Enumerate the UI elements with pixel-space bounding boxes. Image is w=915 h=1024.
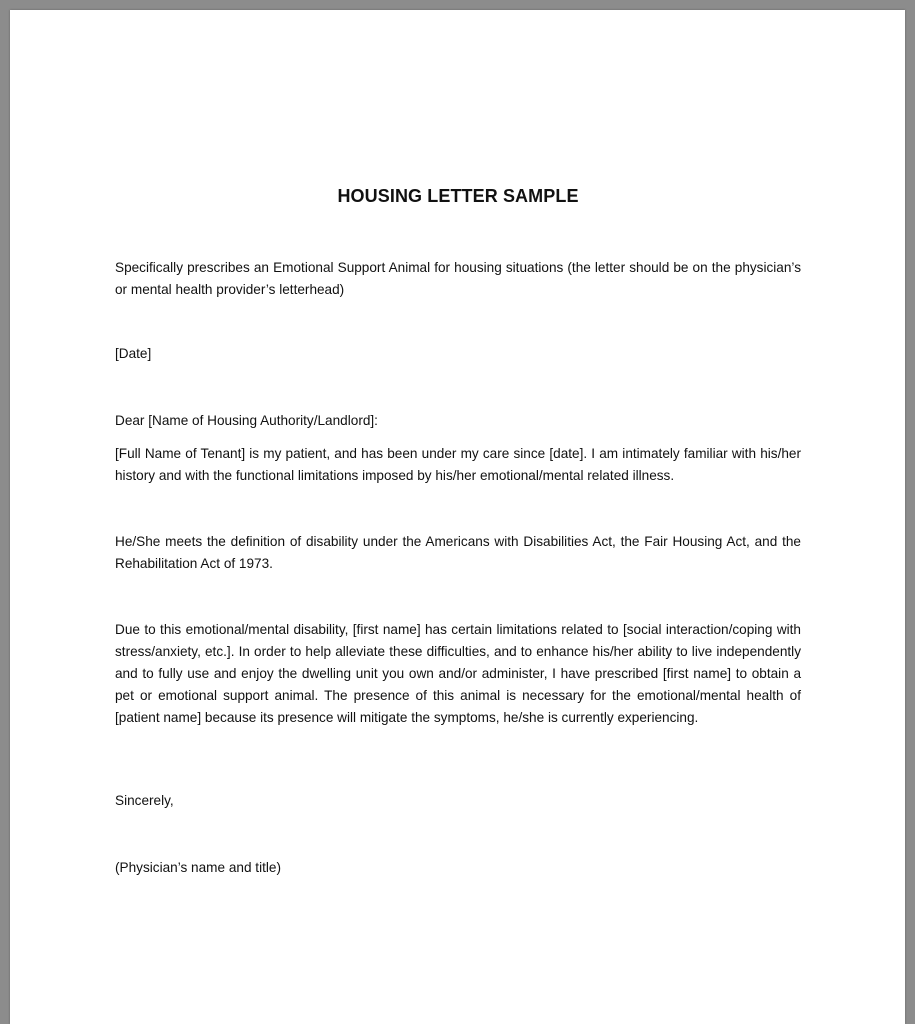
salutation: Dear [Name of Housing Authority/Landlord]: [115, 413, 378, 428]
document-page [10, 10, 905, 1024]
signature-line: (Physician’s name and title) [115, 860, 281, 875]
body-paragraph-2: He/She meets the definition of disability under the Americans with Disabilities Act, the Fair Housing Act, and the Rehabilitation Act of 1973. [115, 534, 801, 571]
body-paragraph-3: Due to this emotional/mental disability, [first name] has certain limitations related to [social interaction/coping with stress/anxiety, etc.]. In order to help alleviate these difficulties, and to enhance his/her ability to live independently and to fully use and enjoy the dwelling unit you own and/or administer, I have prescribed [first name] to obtain a pet or emotional support animal. The presence of this animal is necessary for the emotional/mental health of [patient name] because its presence will mitigate the symptoms, he/she is currently experiencing. [115, 622, 801, 725]
document-title: HOUSING LETTER SAMPLE [337, 186, 579, 206]
closing: Sincerely, [115, 793, 174, 808]
date-placeholder: [Date] [115, 346, 152, 361]
intro-paragraph: Specifically prescribes an Emotional Support Animal for housing situations (the letter should be on the physician’s or mental health provider’s letterhead) [115, 260, 801, 297]
body-paragraph-1: [Full Name of Tenant] is my patient, and has been under my care since [date]. I am intimately familiar with his/her history and with the functional limitations imposed by his/her emotional/mental related illness. [115, 446, 801, 483]
